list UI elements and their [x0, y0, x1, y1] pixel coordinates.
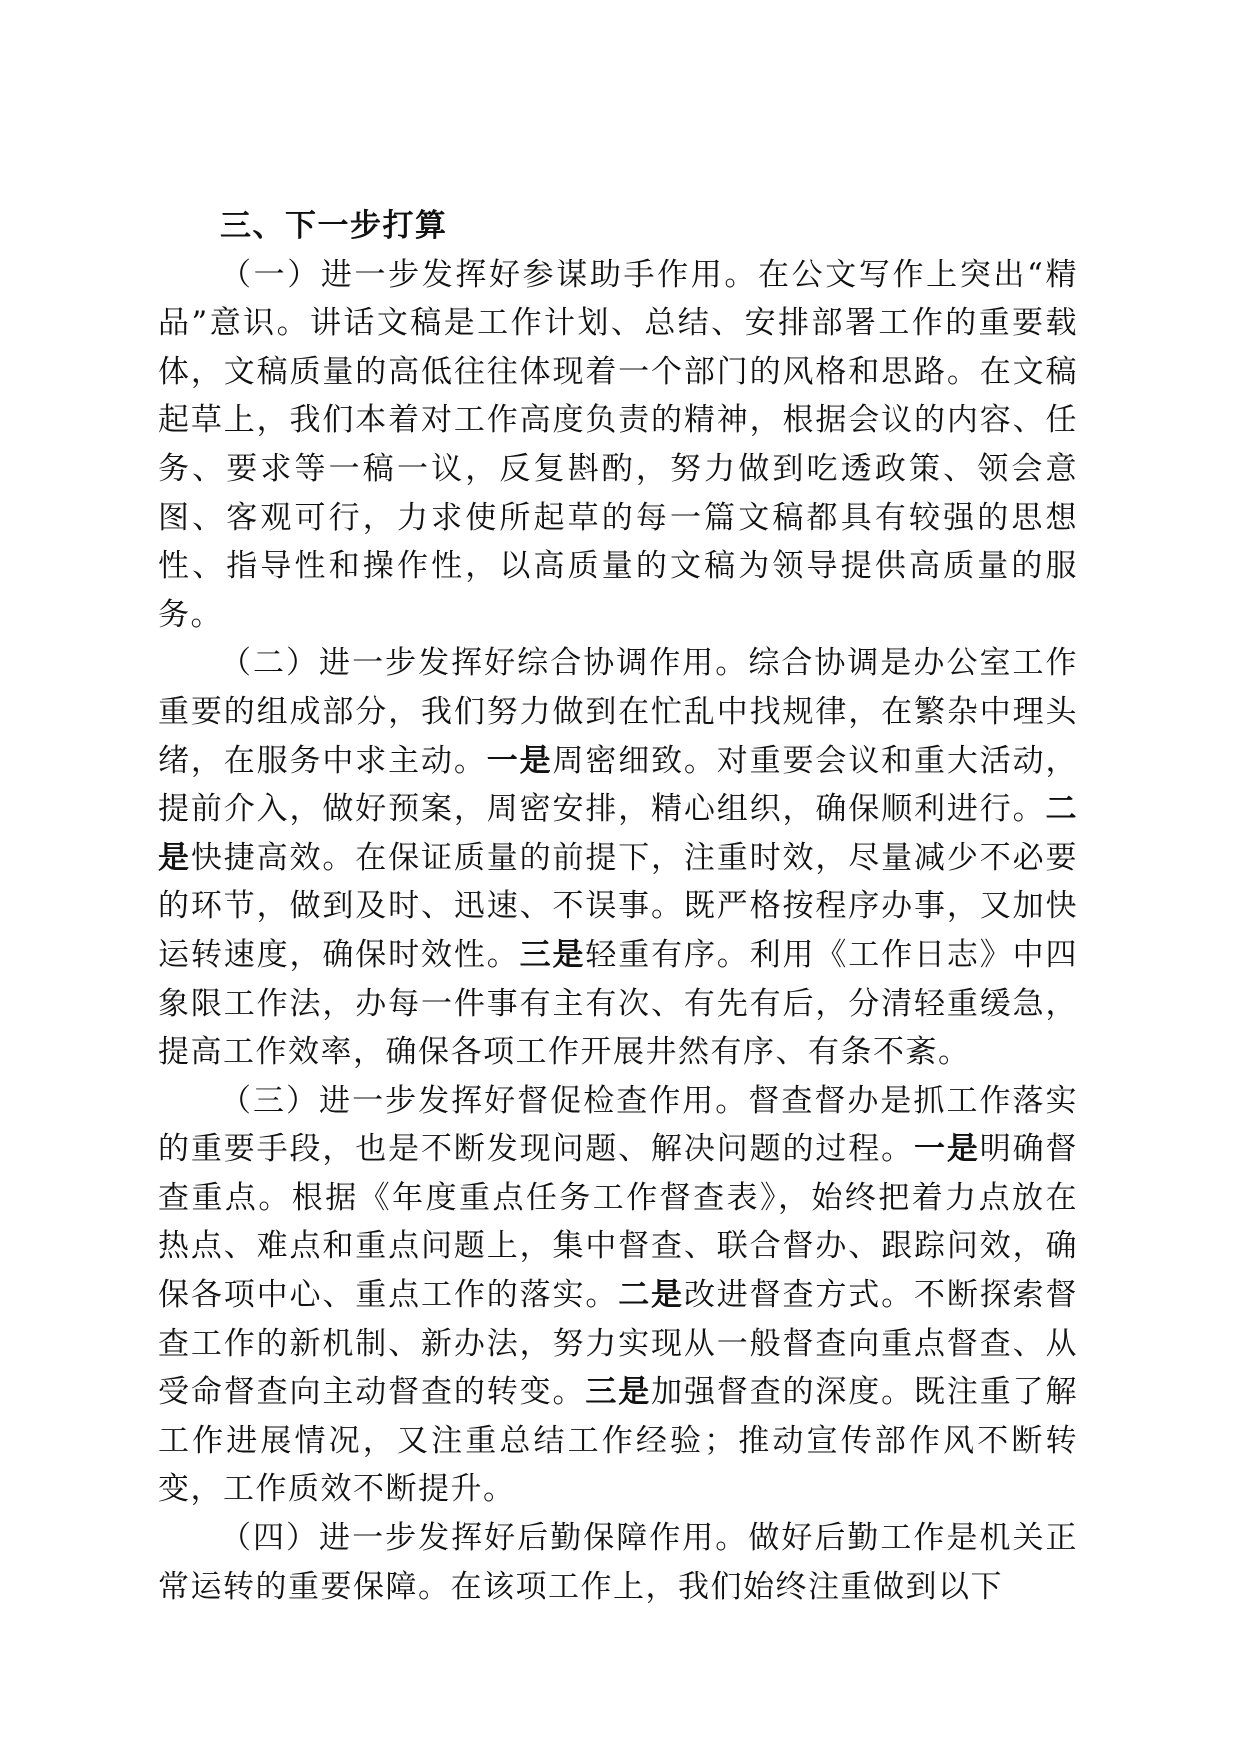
paragraph-title: （一）进一步发挥好参谋助手作用。 — [220, 256, 759, 293]
point-text-1: 明确督查重点。根据《年度重点任务工作督查表》，始终把着力点放在热点、难点和重点问题上，集中督查、联合督办、跟踪问效，确保各项中心、重点工作的落实。 — [158, 1131, 1079, 1314]
point-marker-3: 三是 — [585, 1374, 652, 1411]
point-marker-1: 一是 — [914, 1131, 980, 1168]
paragraph-text: 在公文写作上突出“精品”意识。讲话文稿是工作计划、总结、安排部署工作的重要载体，文稿质量的高低往往体现着一个部门的风格和思路。在文稿起草上，我们本着对工作高度负责的精神，根据会议的内容、任务、要求等一稿一议，反复斟酌，努力做到吃透政策、领会意图、客观可行，力求使所起草的每一篇文稿都具有较强的思想性、指导性和操作性，以高质量的文稿为领导提供高质量的服务。 — [158, 256, 1078, 633]
paragraph-title: （四）进一步发挥好后勤保障作用。 — [220, 1520, 749, 1557]
point-text-1: 周密细致。对重要会议和重大活动，提前介入，做好预案，周密安排，精心组织，确保顺利进行。 — [158, 742, 1079, 828]
point-text-3: 加强督查的深度。既注重了解工作进展情况，又注重总结工作经验；推动宣传部作风不断转变，工作质效不断提升。 — [158, 1374, 1079, 1508]
point-marker-1: 一是 — [486, 742, 553, 779]
point-marker-2: 二是 — [618, 1277, 684, 1314]
paragraph-title: （三）进一步发挥好督促检查作用。 — [220, 1082, 749, 1119]
document-body — [158, 202, 1078, 1611]
paragraph-text: 做好后勤工作是机关正常运转的重要保障。在该项工作上，我们始终注重做到以下 — [158, 1520, 1079, 1605]
paragraph-intro: 督查督办是抓工作落实的重要手段，也是不断发现问题、解决问题的过程。 — [158, 1082, 1079, 1168]
point-text-2: 改进督查方式。不断探索督查工作的新机制、新办法，努力实现从一般督查向重点督查、从受命督查向主动督查的转变。 — [158, 1277, 1079, 1411]
point-marker-2: 二是 — [158, 791, 1078, 876]
point-text-3: 轻重有序。利用《工作日志》中四象限工作法，办每一件事有主有次、有先有后，分清轻重缓急，提高工作效率，确保各项工作开展井然有序、有条不紊。 — [158, 936, 1079, 1071]
paragraph-logistics — [158, 1514, 1078, 1611]
section-heading: 三、下一步打算 — [220, 208, 448, 244]
point-marker-3: 三是 — [519, 936, 586, 973]
paragraph-supervision — [158, 1077, 1078, 1514]
paragraph-title: （二）进一步发挥好综合协调作用。 — [220, 645, 749, 682]
paragraph-coordination — [158, 639, 1078, 1076]
paragraph-staff-assistant — [158, 251, 1078, 640]
point-text-2: 快捷高效。在保证质量的前提下，注重时效，尽量减少不必要的环节，做到及时、迅速、不误事。既严格按程序办事，又加快运转速度，确保时效性。 — [158, 839, 1079, 973]
paragraph-intro: 综合协调是办公室工作重要的组成部分，我们努力做到在忙乱中找规律，在繁杂中理头绪，在服务中求主动。 — [158, 645, 1079, 779]
